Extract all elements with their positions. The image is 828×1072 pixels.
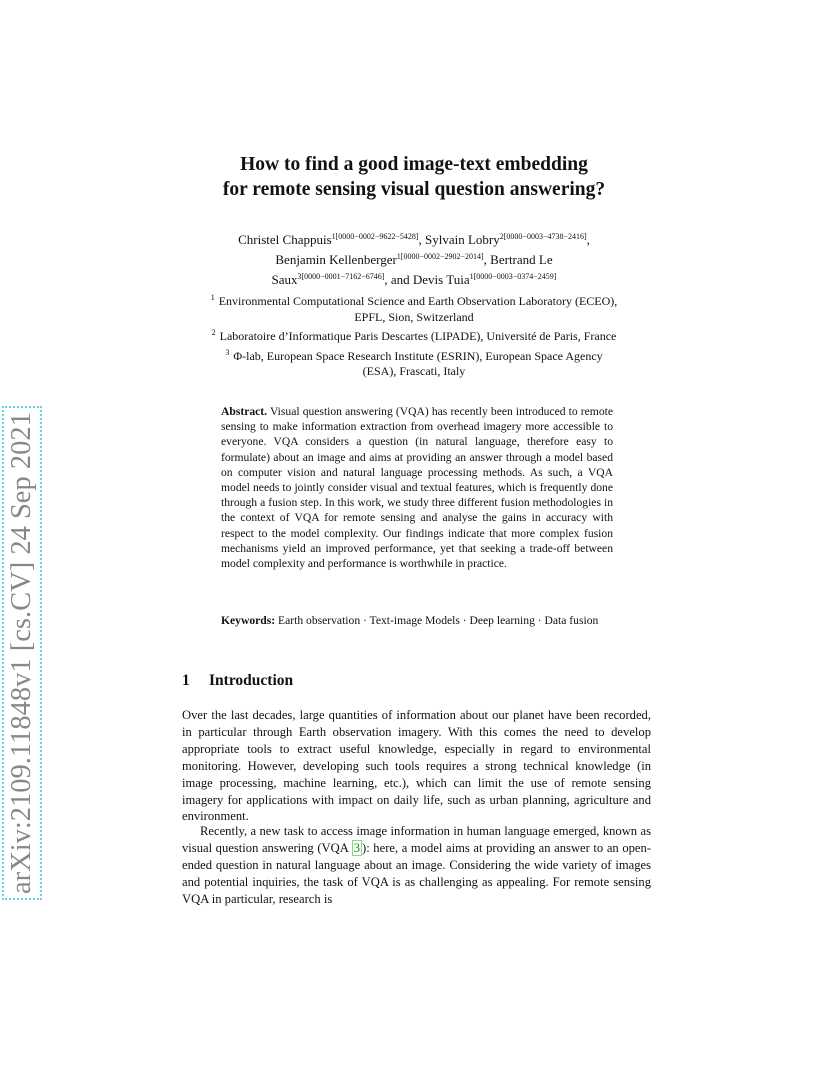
author-name: , and Devis Tuia	[384, 272, 470, 287]
author-line-1: Christel Chappuis$^{1[0000-0002-9622-5428]}$, Sylvain Lobry$^{2[0000-0003-4738-2416]}$,	[238, 232, 590, 247]
affiliation-text: Environmental Computational Science and Earth Observation Laboratory (ECEO),	[218, 294, 618, 308]
affiliation-marker: 3	[225, 347, 230, 357]
author-name: Saux	[271, 272, 298, 287]
author-name: , Bertrand Le	[483, 252, 553, 267]
section-heading	[182, 671, 293, 691]
intro-paragraph-1: Over the last decades, large quantities of information about our planet have been recorded, in particular through Earth observation imagery. With this comes the need to develop appropriate tools to extract useful knowledge, especially in regard to environmental monitoring. However, developing such tools requires a strong technical knowledge (in image processing, machine learning, etc.), which can limit the use of remote sensing imagery for applications with impact on daily life, such as urban planning, agriculture and environment.	[182, 708, 651, 824]
affiliation-2	[0, 325, 828, 345]
author-name: , Sylvain Lobry	[418, 232, 500, 247]
affiliation-3	[0, 345, 828, 365]
author-name: Christel Chappuis	[238, 232, 332, 247]
paragraph-text: Recently, a new task to access image information in human language emerged, known as visual question answering (VQA	[182, 824, 651, 855]
affiliation-1	[0, 290, 828, 310]
section-number: 1	[182, 672, 190, 689]
paper-title	[0, 152, 828, 202]
author-list	[0, 228, 828, 288]
affiliation-text: Φ-lab, European Space Research Institute (ESRIN), European Space Agency	[233, 348, 603, 363]
title-line-2: for remote sensing visual question answering?	[222, 179, 606, 200]
affiliation-marker: 1	[210, 293, 215, 302]
abstract-text: Visual question answering (VQA) has recently been introduced to remote sensing to make information extraction from overhead imagery more accessible to everyone. VQA considers a question (in natural language, therefore easy to formulate) about an image and aims at providing an answer through a model based on computer vision and natural language processing methods. As such, a VQA model needs to jointly consider visual and textual features, which is frequently done through a fusion step. In this work, we study three different fusion methodologies in the context of VQA for remote sensing and analyse the gains in accuracy with respect to the model complexity. Our findings indicate that more complex fusion mechanisms yield an improved performance, yet that seeking a trade-off between model complexity and performance is worthwhile in practice.	[221, 405, 613, 571]
author-orcid: 3[0000−0001−7162−6746]	[297, 272, 385, 281]
title-line-1: How to find a good image-text embedding	[240, 154, 588, 175]
abstract	[221, 404, 613, 571]
affiliation-1-cont: EPFL, Sion, Switzerland	[354, 309, 474, 324]
intro-paragraph-2	[182, 823, 651, 908]
author-line-3	[0, 268, 828, 288]
author-orcid: 1[0000−0003−0374−2459]	[469, 272, 557, 281]
affiliations	[0, 290, 828, 380]
author-orcid: 1[0000−0002−9622−5428]	[331, 232, 419, 241]
paragraph-text: ): here, a model aims at providing an answer to an open-ended question in natural language about an image. Considering the wide variety of images and potential inquiries, the task of VQA is as challenging as appealing. For remote sensing VQA in particular, research is	[182, 840, 651, 906]
affiliation-text: Laboratoire d’Informatique Paris Descartes (LIPADE), Université de Paris, France	[219, 329, 617, 343]
keywords-text: Earth observation · Text-image Models · Deep learning · Data fusion	[278, 614, 599, 627]
arxiv-identifier[interactable]: arXiv:2109.11848v1 [cs.CV] 24 Sep 2021	[2, 406, 42, 900]
keywords-label: Keywords:	[221, 614, 276, 627]
affiliation-3-cont: (ESA), Frascati, Italy	[362, 364, 466, 378]
keywords	[221, 613, 613, 628]
author-line-2	[0, 248, 828, 268]
section-title: Introduction	[209, 672, 294, 689]
citation-link[interactable]: 3	[353, 840, 361, 855]
author-orcid: 1[0000−0002−2902−2014]	[396, 252, 484, 261]
author-orcid: 2[0000−0003−4738−2416]	[499, 232, 587, 241]
abstract-label: Abstract.	[221, 405, 268, 418]
affiliation-marker: 2	[211, 328, 216, 337]
author-name: Benjamin Kellenberger	[275, 252, 397, 267]
